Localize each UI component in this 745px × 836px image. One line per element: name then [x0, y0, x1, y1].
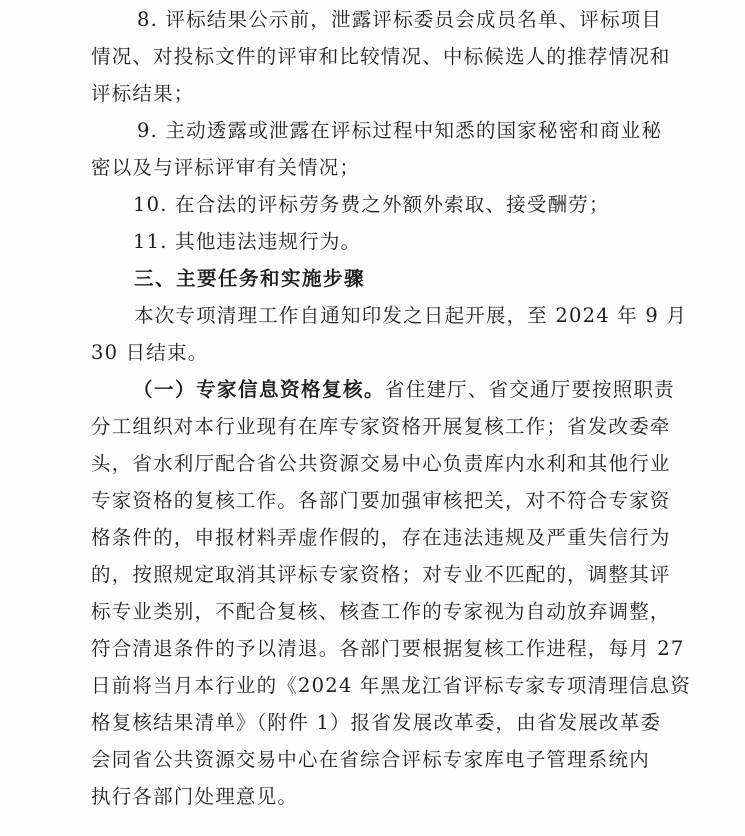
subsection-line-11: 会同省公共资源交易中心在省综合评标专家库电子管理系统内	[91, 748, 650, 771]
subsection-line-8: 符合清退条件的予以清退。各部门要根据复核工作进程，每月 27	[91, 637, 685, 660]
subsection-line-12: 执行各部门处理意见。	[91, 785, 299, 808]
intro-line-1: 本次专项清理工作自通知印发之日起开展，至 2024 年 9 月	[134, 304, 688, 327]
subsection-heading: （一）专家信息资格复核。	[133, 378, 386, 401]
subsection-line-4: 专家资格的复核工作。各部门要加强审核把关，对不符合专家资	[91, 489, 671, 512]
item-9-line-1: 9. 主动透露或泄露在评标过程中知悉的国家秘密和商业秘	[137, 119, 663, 142]
subsection-line-3: 头，省水利厅配合省公共资源交易中心负责库内水利和其他行业	[91, 452, 671, 475]
subsection-line-2: 分工组织对本行业现有在库专家资格开展复核工作；省发改委牵	[91, 415, 671, 438]
item-8-line-3: 评标结果；	[91, 82, 195, 105]
subsection-line-6: 的，按照规定取消其评标专家资格；对专业不匹配的，调整其评	[91, 563, 671, 586]
subsection-line-5: 格条件的，申报材料弄虚作假的，存在违法违规及严重失信行为	[91, 526, 671, 549]
subsection-line-10: 格复核结果清单》（附件 1）报省发展改革委，由省发展改革委	[91, 711, 662, 734]
subsection-text: 省住建厅、省交通厅要按照职责	[385, 378, 675, 401]
intro-line-2: 30 日结束。	[91, 341, 209, 364]
subsection-paragraph-line-1	[133, 376, 675, 404]
item-11-line: 11. 其他违法违规行为。	[133, 230, 362, 253]
section-heading: 三、主要任务和实施步骤	[134, 267, 366, 290]
item-8-line-1: 8. 评标结果公示前，泄露评标委员会成员名单、评标项目	[137, 8, 663, 31]
item-8-line-2: 情况、对投标文件的评审和比较情况、中标候选人的推荐情况和	[91, 45, 671, 68]
subsection-line-9: 日前将当月本行业的《2024 年黑龙江省评标专家专项清理信息资	[91, 674, 692, 697]
item-9-line-2: 密以及与评标评审有关情况；	[91, 156, 361, 179]
item-10-line: 10. 在合法的评标劳务费之外额外索取、接受酬劳；	[133, 193, 610, 216]
subsection-line-7: 标专业类别，不配合复核、核查工作的专家视为自动放弃调整，	[91, 600, 671, 623]
